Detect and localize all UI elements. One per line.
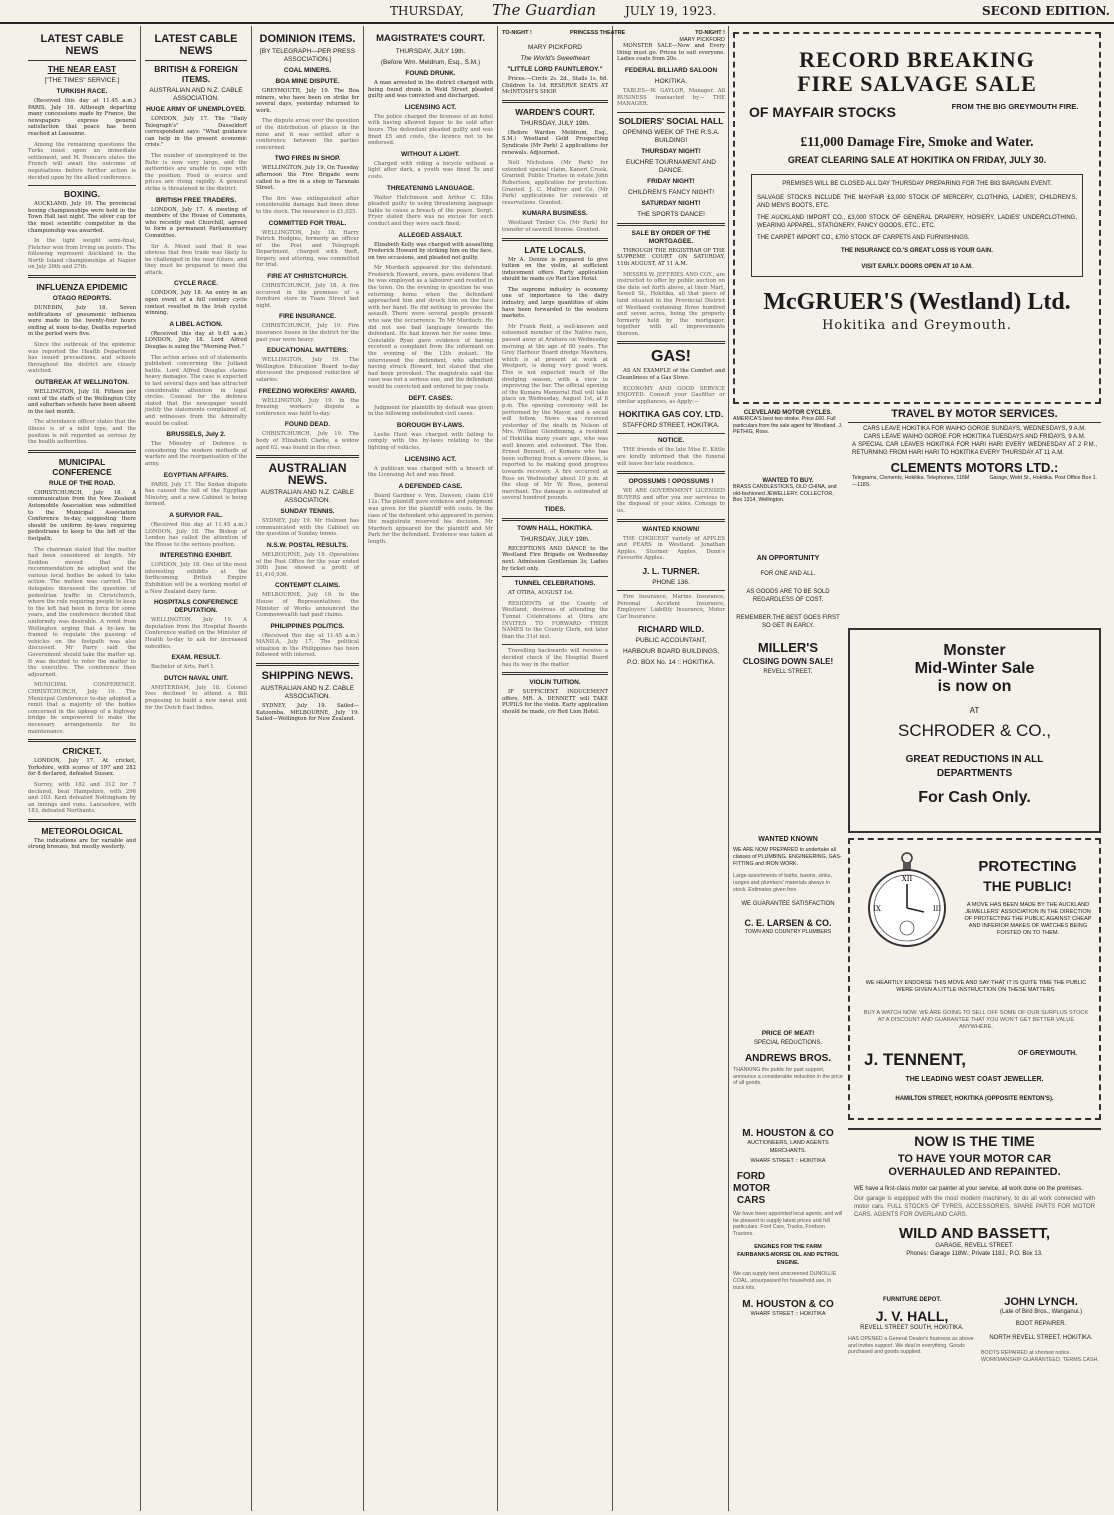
col1-article: AUCKLAND, July 19. The provincial boxing championships were held in the Town Hall last night. The silver cup for the most scientific competitor in the championship was awarded. <box>28 201 136 234</box>
col3-section: COAL MINERS. <box>283 67 332 74</box>
masthead-paper-title: The Guardian <box>492 1 597 19</box>
col5-filler: Neil Nicholson (Mr Park) for extended special claim, Kaneri Creek. Granted. Public Trustee in estate John Robertson, application for protection. Granted. J. C. Malfroy and Co. (Mr Park) applications for renewals of reservations. Granted. <box>502 160 608 206</box>
protect-title: PROTECTING <box>978 858 1077 875</box>
col3-filler: (Received this day at 11.45 a.m.) MANILA, July 17. The political situation in the Philippines has been followed with interest. <box>256 632 359 659</box>
col5-filler: RESIDENTS of the County of Westland, desirous of attending the Tunnel Celebrations at Otira are INVITED TO FORWARD THEIR NAMES to the County Clerk, not later than the 31st inst. <box>502 600 608 640</box>
column-rule <box>363 26 364 1511</box>
col5-article: IF SUFFICIENT INDUCEMENT offers, MR. A. DENNETT will TAKE PUPILS for the violin. Early application should be made, c/o Red Lion Hotel. <box>502 689 608 715</box>
col6-notice: NOTICE. <box>657 437 685 445</box>
col6-filler: THE friends of the late Miss E. Kittle are kindly informed that the funeral will leave her late residence. <box>617 447 725 467</box>
col1-influenza-heading: INFLUENZA EPIDEMIC <box>36 282 128 293</box>
col1-article: The indications are for variable and strong breezes, but mostly westerly. <box>28 837 136 851</box>
col6-filler: TABLES—W. GAYLOR, Manager. All BUSINESS transacted by— THE MANAGER. <box>617 87 725 108</box>
col1-outbreak: OUTBREAK AT WELLINGTON. <box>35 379 129 386</box>
schroder-cash: For Cash Only. <box>918 789 1031 806</box>
now-filler: Our garage is equipped with the most modern machinery, to do all work connected with motor cars. FULL STOCKS OF TYRES, ACCESSORIES, SPARE PARTS FOR MOTOR CARS. AGENTS FOR OVERLAND CARS. <box>854 1196 1095 1218</box>
lynch-boots-ad <box>981 1296 1101 1496</box>
col2-section: INTERESTING EXHIBIT. <box>159 552 233 560</box>
col5-article: AT OTIRA, AUGUST 1st. <box>508 590 574 597</box>
col1-subhead: THE NEAR EAST <box>47 64 117 74</box>
col6-filler: WE ARE GOVERNMENT LICENSED BUYERS and offer you our services in the disposal of your skins. Consign to us. <box>617 488 725 514</box>
cleveland-ad <box>733 410 843 474</box>
wild-bassett-ad <box>848 1128 1101 1291</box>
col6-gas: GAS! <box>651 348 691 366</box>
larsen-role: TOWN AND COUNTRY PLUMBERS <box>744 928 832 935</box>
col6-billiard: FEDERAL BILLIARD SALOON <box>624 66 718 74</box>
col3-credit: AUSTRALIAN AND N.Z. CABLE ASSOCIATION. <box>260 489 355 505</box>
col3-section: BOA MINE DISPUTE. <box>275 78 340 85</box>
col3-filler: WELLINGTON, July 19. In the freezing workers' dispute a conference was held to-day. <box>256 397 359 417</box>
fire-salvage-sale-ad <box>733 32 1101 404</box>
houston-name: M. HOUSTON & CO <box>742 1128 834 1139</box>
col2-article: (Received this day at 9.45 a.m.) LONDON, July 18. Lord Alfred Douglas is suing the "Morning Post." <box>145 330 247 351</box>
col6-monster-notice: MONSTER SALE—Now and Every thing must go. Prices to suit everyone. Ladies coats from 20s. <box>617 43 725 63</box>
houston-filler: We can supply best unscreened DUNOLLIE COAL, unsurpassed for household use, in truck lots. <box>733 1271 837 1291</box>
col3-credit: [BY TELEGRAPH—PER PRESS ASSOCIATION.] <box>259 48 356 63</box>
col2-article: LONDON, July 18. An entry in an open event of a full century cycle contest resulted in the Irish cyclist winning. <box>145 290 247 317</box>
tonight-label: TO-NIGHT ! <box>502 30 532 36</box>
col6-opening: OPENING WEEK OF THE R.S.A. BUILDING! <box>622 128 720 144</box>
col6-wild-address: HARBOUR BOARD BUILDINGS, <box>622 648 720 656</box>
col3-section: FIRE AT CHRISTCHURCH. <box>267 273 348 281</box>
masthead-edition: SECOND EDITION. <box>982 4 1110 18</box>
col4-article: A man arrested in the district charged with being found drunk in Weld Street pleaded guilty and was convicted and discharged. <box>368 80 493 100</box>
clements-garage: Garage, Weld St., Hokitika. Post Office Box 1. <box>989 475 1097 481</box>
col1-rule-of-road: RULE OF THE ROAD. <box>48 479 116 487</box>
cleveland-title: CLEVELAND MOTOR CYCLES. <box>743 410 833 416</box>
fire-ad-details-box <box>751 174 1083 277</box>
millers-street: REVELL STREET. <box>763 669 813 675</box>
fire-ad-from: FROM THE BIG GREYMOUTH FIRE. <box>951 102 1079 111</box>
col3-filler: CHRISTCHURCH, July 18. A fire occurred in the premises of a furniture store in Tuam Street last night. <box>256 283 359 309</box>
meat-title: PRICE OF MEAT! <box>761 1030 815 1037</box>
col6-saturday: SATURDAY NIGHT! <box>641 199 701 207</box>
houston-fairbanks: FAIRBANKS-MORSE OIL AND PETROL ENGINE. <box>737 1252 839 1267</box>
column-rule <box>612 26 613 1511</box>
col5-article: RECEPTIONS AND DANCE to the Westland Fire Brigade on Wednesday next. Admission Gentleman 3s; Ladies by ticket only. <box>502 545 608 572</box>
tennent-name: J. TENNENT, <box>864 1050 967 1069</box>
column-rule <box>497 26 498 1511</box>
col3-section: EDUCATIONAL MATTERS. <box>266 347 349 355</box>
col4-filler: Walter Hutchinson and Arthur C. Ellis pleaded guilty to using threatening language liable to cause a breach of the peace. Sergt. Fryer stated there was no excuse for such conduct and they were each fined. <box>368 194 493 227</box>
col1-filler: Among the remaining questions the Turks insist upon an immediate settlement, and M. Poincare states the French will await the outcome of negotiations before further action is decided upon by the allied conference. <box>28 141 138 181</box>
col1-article: DUNEDIN, July 18. Seven notifications of pneumonic influenza were made in the twenty-four hours ending at noon to-day. Deaths reported in the period were five. <box>28 305 136 338</box>
col3-section: FIRE INSURANCE. <box>278 313 337 321</box>
col2-section: DUTCH NAVAL UNIT. <box>164 674 228 682</box>
col2-filler: LONDON, July 18. One of the most interesting exhibits at the forthcoming British Empire Exhibition will be a working model of a New Zealand dairy farm. <box>145 562 247 595</box>
col4-date: THURSDAY, JULY 19th. <box>395 48 466 55</box>
col3-filler: SYDNEY, July 19. Mr Holman has communicated with the Cabinet on the question of Sunday tennis. <box>256 518 359 538</box>
theatre-header <box>502 30 626 41</box>
col4-filler: Board Gardner v. Wm. Dawson, claim £16 12s. The plaintiff gave evidence and judgment was given for the plaintiff with costs. In the case of the defendant who appeared in person the magistrate reserved his decision. Mr Murdoch appeared for the plaintiff and Mr Park for the defendant. Evidence was taken at length. <box>368 492 493 545</box>
fire-ad-insurance: THE INSURANCE CO.'S GREAT LOSS IS YOUR GAIN. <box>841 248 993 254</box>
col5-filler: Travelling backwards will receive a decided check if the Hospital Board has its way in the matter. <box>502 648 608 668</box>
col6-filler: ECONOMY AND GOOD SERVICE ENJOYED. Consult your Gasfitter or similar appliances, as Apply:— <box>617 385 725 405</box>
col4-filler: Leslie Hunt was charged with failing to comply with the by-laws relating to the lighting of vehicles. <box>368 431 493 451</box>
col3-section: FREEZING WORKERS' AWARD. <box>258 387 357 395</box>
col6-gas-company: HOKITIKA GAS COY. LTD. <box>618 409 724 420</box>
fire-ad-visit: VISIT EARLY. DOORS OPEN AT 10 A.M. <box>861 264 973 270</box>
lynch-trade: BOOT REPAIRER. <box>1015 1321 1067 1327</box>
svg-text:IX: IX <box>873 905 881 913</box>
wild-bassett-garage: GARAGE, REVELL STREET. <box>935 1243 1014 1249</box>
schroder-is-now-on: is now on <box>937 678 1012 695</box>
opportunity-a: FOR ONE AND ALL. <box>760 571 816 577</box>
col6-opossums: OPOSSUMS ! OPOSSUMS ! <box>628 478 714 486</box>
col2-section: BRITISH FREE TRADERS. <box>155 196 237 204</box>
col1-headline: LATEST CABLE NEWS <box>40 33 124 57</box>
col2-filler: WELLINGTON, July 19. A deputation from the Hospital Boards Conference waited on the Minister of Health to-day to ask for increased subsidies. <box>145 617 247 650</box>
col6-filler: THE CHOICEST variety of APPLES and PEARS in Westland. Jonathan Apples, Sturmer Apples, Dunn's Favourite Apples. <box>617 535 725 562</box>
col6-gas-text: AS AN EXAMPLE of the Comfort and Cleanliness of a Gas Stove. <box>617 368 725 382</box>
houston-role: AUCTIONEERS, LAND AGENTS MERCHANTS. <box>747 1140 829 1154</box>
col2-section: A LIBEL ACTION. <box>169 320 223 328</box>
houston-ad <box>733 1128 843 1488</box>
col6-sale-text: THROUGH THE REGISTRAR OF THE SUPREME COURT ON SATURDAY, 11th AUGUST, AT 11 A.M. <box>617 247 725 267</box>
col3-headline: DOMINION ITEMS. <box>259 33 356 45</box>
protect-text: A MOVE HAS BEEN MADE BY THE AUCKLAND JEWELLERS' ASSOCIATION IN THE DIRECTION OF PROTECTING THE PUBLIC AGAINST CHEAP AND INFERIOR MAKES OF WATCHES BEING FOISTED ON TO THEM. <box>964 902 1092 936</box>
fire-ad-mayfair: OF MAYFAIR STOCKS <box>749 104 897 120</box>
travel-motor-ad <box>848 408 1101 516</box>
col6-euchre: EUCHRE TOURNAMENT AND DANCE. <box>626 158 716 174</box>
travel-title: TRAVEL BY MOTOR SERVICES. <box>848 408 1101 423</box>
larsen-filler: Large assortments of baths, basins, sinks, ranges and plumbers' materials always in stock. Estimates given free. <box>733 873 832 893</box>
now-subtitle: TO HAVE YOUR MOTOR CAR OVERHAULED AND REPAINTED. <box>888 1153 1061 1178</box>
fire-ad-damage: £11,000 Damage Fire, Smoke and Water. <box>800 134 1034 149</box>
hall-address: REVELL STREET SOUTH, HOKITIKA. <box>860 1325 964 1331</box>
fire-ad-towns: Hokitika and Greymouth. <box>822 318 1012 333</box>
masthead-day: THURSDAY, <box>390 4 464 18</box>
col6-wild-role: PUBLIC ACCOUNTANT, <box>635 637 707 645</box>
hall-title: FURNITURE DEPOT. <box>882 1297 941 1303</box>
col4-filler: The police charged the licensee of an hotel with having allowed liquor to be sold after hours. The defendant pleaded guilty and was fined £5 and costs, the licence not to be endorsed. <box>368 113 493 147</box>
lynch-address: NORTH REVELL STREET, HOKITIKA. <box>989 1335 1093 1341</box>
col4-section: LICENSING ACT. <box>404 103 457 111</box>
col1-article: CHRISTCHURCH, July 18. A communication from the New Zealand Automobile Association was submitted to the Municipal Association Conference to-day, suggesting there should be uniform by-laws requiring pedestrians to keep to the left of the footpath. <box>28 489 136 542</box>
col1-municipal-heading: MUNICIPAL CONFERENCE <box>52 456 112 477</box>
col3-article: SYDNEY, July 19. Sailed—Katoomba. MELBOURNE, July 19. Sailed—Wellington for New Zealand. <box>256 703 359 723</box>
col4-filler: A publican was charged with a breach of the Licensing Act and was fined. <box>368 465 493 479</box>
col6-turner-phone: PHONE 136. <box>652 578 690 586</box>
film-star: MARY PICKFORD <box>528 44 582 51</box>
larsen-title: WANTED KNOWN <box>758 836 818 843</box>
col1-filler: Since the outbreak of the epidemic was reported the Health Department has issued precautions, and schools throughout the district are closely watched. <box>28 342 136 375</box>
svg-text:III: III <box>932 905 942 913</box>
col6-wild: RICHARD WILD. <box>638 624 704 635</box>
col4-article: Elizabeth Kelly was charged with assaulting Frederick Howard by striking him on the face, on two occasions, and pleaded not guilty. <box>368 241 493 261</box>
col5-filler: Mr Frank Reid, a well-known and esteemed member of the Native race, passed away at Arahura on Wednesday morning at the age of 80 years. The Grey Harbour Board dredge Mawhera, which is at present at work at Westport, is doing very good work. This is not expected much of the dredging season, with a view to improving the bar. The official opening of the Kumara Memorial Hall will take place on Wednesday, August 1st, at 8 p.m. The opening ceremony will be performed by the Mayor, and a social will follow. News was received yesterday of the death in Nelson of Mrs. William Glendinning, a resident of Hokitika many years ago, who was well known and esteemed. The Hon. Ernest Bennett, of Kumara who has been suffering from a severe illness, is reported to be making good progress towards recovery. A fire occurred at Ross on Wednesday about 10 p.m. at the shop of Mr W. Ross, general merchant. The damage is estimated at several hundred pounds. <box>502 323 608 502</box>
millers-closing-ad <box>733 545 843 745</box>
masthead-date: JULY 19, 1923. <box>625 4 717 18</box>
column-rule <box>728 26 729 1511</box>
col2-section: CYCLE RACE. <box>173 280 219 288</box>
col6-friday: FRIDAY NIGHT! <box>647 177 695 185</box>
col4-bench: (Before Wm. Meldrum, Esq., S.M.) <box>380 59 481 66</box>
col4-section: FOUND DRUNK. <box>405 70 456 77</box>
col4-section: THREATENING LANGUAGE. <box>386 184 475 192</box>
col3-filler: WELLINGTON, July 19. The Wellington Education Board to-day discussed the proposed reduction of salaries. <box>256 357 359 383</box>
col6-soldiers: SOLDIERS' SOCIAL HALL <box>618 115 724 126</box>
col5-kumara: KUMARA BUSINESS. <box>522 210 588 218</box>
col6-filler: Fire Insurance, Marine Insurance, Personal Accident Insurance, Employers' Liability Insurance, Motor Car Insurance. <box>617 593 725 620</box>
col4-filler: Judgment for plaintiffs by default was given in the following undefended civil cases. <box>368 404 493 418</box>
fire-ad-mcgruers: McGRUER'S (Westland) Ltd. <box>763 289 1071 315</box>
hall-name: J. V. HALL, <box>875 1308 949 1324</box>
clements-name: CLEMENTS MOTORS LTD.: <box>890 460 1059 475</box>
col1-filler: MUNICIPAL CONFERENCE. CHRISTCHURCH, July 19. The Municipal Conference to-day adopted a remit that a majority of the bodies concerned in the upkeep of a highway bridge be empowered to make the necessary arrangements for its maintenance. <box>28 682 136 735</box>
col3-credit: AUSTRALIAN AND N.Z. CABLE ASSOCIATION. <box>260 685 355 701</box>
col2-filler: Sir A. Mond said that it was obvious that free trade was likely to be challenged in the near future, and they must be prepared to meet the attack. <box>145 243 247 276</box>
col5-warden-date: THURSDAY, JULY 19th. <box>520 119 590 127</box>
wanted-to-buy-ad <box>733 478 843 538</box>
col4-filler: Mr Murdoch appeared for the defendant. Frederick Howard, sworn, gave evidence that he was employed as a labourer and resided in the town. On the evening in question he was returning home when the defendant approached him and struck him on the face with her hand. He did nothing to provoke the assault. There were several people present who saw the occurrence. To Mr Murdoch: He did not use bad language towards the defendant. He had known her for some time. Constable Ryan gave evidence of having received a complaint from the informant on the evening of the 12th instant. He interviewed the defendant, who admitted having struck Howard, but stated that she had been provoked. The magistrate said the case was not a serious one, and the defendant would be convicted and ordered to pay costs. <box>368 265 493 390</box>
col5-tides: TIDES. <box>544 505 566 513</box>
schroder-sale-ad <box>848 628 1101 833</box>
fire-ad-stock3: THE CARPET IMPORT CO., £700 STOCK OF CARPETS AND FURNISHINGS. <box>757 235 970 241</box>
col5-filler: Westland Timber Co. (Mr Park) for transfer of sawmill license. Granted. <box>502 220 608 233</box>
cleveland-text: AMERICA'S best two stroke. Price £60. Full particulars from the sale agent for Westland. J. PETHIG, Ross. <box>733 416 843 436</box>
col2-filler: The action arises out of statements published concerning the Jutland battle. Lord Alfred Douglas claims heavy damages. The case is expected to last several days and has attracted considerable attention in legal circles. Counsel for the defence stated that the newspaper would justify the statements complained of, and witnesses from the Admiralty would be called. <box>145 354 247 427</box>
schroder-reductions: GREAT REDUCTIONS IN ALL DEPARTMENTS <box>905 754 1044 779</box>
houston-name-2: M. HOUSTON & CO <box>742 1299 834 1311</box>
col5-warden-heading: WARDEN'S COURT. <box>515 106 595 117</box>
col6-star: MARY PICKFORD <box>679 36 725 43</box>
col2-filler: The number of unemployed in the Ruhr is now very large, and the authorities are unable to cope with the position. Food is scarce and prices are rising rapidly. A general strike is threatened in the district. <box>145 152 247 192</box>
col1-section-turkish: TURKISH RACE. <box>56 88 108 95</box>
col4-headline: MAGISTRATE'S COURT. <box>376 33 485 44</box>
column-6 <box>617 30 725 1510</box>
col5-town-hall: TOWN HALL, HOKITIKA. <box>517 524 593 532</box>
houston-street-2: WHARF STREET :: HOKITIKA <box>750 1311 826 1318</box>
col3-filler: The dispute arose over the question of the distribution of places in the mine and it was settled after a conference between the parties concerned. <box>256 118 359 151</box>
wanted-buy-text: BRASS CANDLESTICKS, OLD CHINA, and old-fashioned JEWELLERY. COLLECTOR, Box 1314, Wellington. <box>733 484 837 504</box>
col3-section: TWO FIRES IN SHOP. <box>274 155 341 163</box>
fire-ad-premises: PREMISES WILL BE CLOSED ALL DAY THURSDAY PREPARING FOR THE BIG BARGAIN EVENT. <box>782 181 1052 187</box>
col1-article: (Received this day at 11.45 a.m.) PARIS, July 18. Although departing many concessions made by France, the newspapers express general satisfaction that peace has been reached at Lausanne. <box>28 98 136 137</box>
col1-article: LONDON, July 17. At cricket, Yorkshire, with scores of 197 and 282 for 8 declared, defeated Sussex. <box>28 758 136 778</box>
col2-credit: AUSTRALIAN AND N.Z. CABLE ASSOCIATION. <box>149 87 243 102</box>
film-tagline: The World's Sweetheart <box>520 55 590 62</box>
houston-engines: ENGINES FOR THE FARM <box>754 1244 822 1251</box>
col2-article: LONDON, July 17. A meeting of members of the House of Commons, who recently met Churchill, agreed to form a permanent Parliamentary Committee. <box>145 206 247 239</box>
col4-section: LICENSING ACT. <box>404 455 457 463</box>
svg-text:XII: XII <box>901 875 913 883</box>
col2-article: LONDON, July 17. The "Daily Telegraph's" Dusseldorf correspondent says: "What guidance can help in the present economic crisis." <box>145 116 247 149</box>
col2-section: HOSPITALS CONFERENCE DEPUTATION. <box>153 599 239 615</box>
houston-filler: We have been appointed local agents, and will be pleased to supply latest prices and full particulars. Ford Cars, Trucks, Fordson Tractors. <box>733 1211 843 1237</box>
houston-street: WHARF STREET :: HOKITIKA <box>750 1158 826 1164</box>
col6-tonight: TO-NIGHT ! <box>695 30 725 36</box>
col4-section: WITHOUT A LIGHT. <box>401 150 460 158</box>
tennent-address: HAMILTON STREET, HOKITIKA (OPPOSITE RENTON'S). <box>895 1096 1054 1102</box>
col5-article: Mr A. Dennis is prepared to give tuition on the violin, at sufficient inducement offers. Early application should be made c/o Red Lion Hotel. <box>502 256 608 283</box>
col6-turner: J. L. TURNER. <box>642 565 700 576</box>
schroder-at: AT <box>969 706 980 715</box>
col1-article: WELLINGTON, July 18. Fifteen per cent of the staffs of the Wellington City and suburban schools have been absent in the last month. <box>28 389 136 415</box>
col2-filler: Bachelor of Arts, Part I. <box>151 664 215 671</box>
travel-line-a: CARS LEAVE HOKITIKA FOR WAIHO GORGE SUNDAYS, WEDNESDAYS, 9 A.M. <box>863 426 1086 432</box>
col2-filler: The Ministry of Defence is considering the modern methods of warfare and the reorganisation of the army. <box>145 441 247 467</box>
fire-ad-clearing: GREAT CLEARING SALE AT HOKITIKA ON FRIDAY, JULY 30. <box>787 155 1047 165</box>
clements-telegrams: Telegrams, Clements, Hokitika. Telephones, 116M—118S. <box>852 475 970 488</box>
millers-name: MILLER'S <box>757 640 819 655</box>
column-1 <box>28 30 136 1510</box>
lynch-late: (Late of Bird Bros., Wanganui.) <box>999 1309 1083 1315</box>
lynch-filler: BOOTS REPAIRED at shortest notice. WORKMANSHIP GUARANTEED. TERMS CASH. <box>981 1350 1099 1363</box>
col3-section: FOUND DEAD. <box>284 421 331 429</box>
ford-label: FORD MOTOR CARS <box>733 1171 771 1206</box>
andrews-filler: THANKING the public for past support, announce a considerable reduction in the price of all goods. <box>733 1067 843 1087</box>
col1-cricket-heading: CRICKET. <box>62 746 102 757</box>
col5-town-hall-date: THURSDAY, JULY 19th. <box>520 535 590 543</box>
meat-subtitle: SPECIAL REDUCTIONS. <box>753 1040 823 1046</box>
col1-filler: The attendance officer states that the illness is of a mild type, and the position is not regarded as serious by the health authorities. <box>28 419 136 446</box>
col3-section: SUNDAY TENNIS. <box>280 508 335 516</box>
col2-section: EXAM. RESULT. <box>171 654 221 662</box>
larsen-plumbers-ad <box>733 836 843 1026</box>
theatre-prices: Prices.—Circle 2s. 2d., Stalls 1s. 6d. Children 1s. 1d. RESERVE SEATS AT McINTOSH'S SHOP. <box>502 76 608 96</box>
col1-credit: ["THE TIMES" SERVICE.] <box>44 77 120 84</box>
col6-gas-address: STAFFORD STREET, HOKITIKA. <box>622 422 720 430</box>
fire-ad-line1: RECORD BREAKING <box>799 47 1035 72</box>
millers-closing: CLOSING DOWN SALE! <box>742 657 834 666</box>
travel-line-b: CARS LEAVE WAIHO GORGE FOR HOKITIKA TUESDAYS AND FRIDAYS, 9 A.M. <box>863 434 1086 440</box>
column-2 <box>145 30 247 1510</box>
col1-filler: The chairman stated that the matter had been considered at length. Mr Seddon moved that the recommendation be adopted and the various local bodies be asked to take action. The motion was carried. The delegates discussed the question of pedestrian traffic in Christchurch, where the rule requiring people to keep to the left had been in force for some years, and the conference decided that uniformity was desirable. A remit from Wellington urging that a by-law be framed to regulate the passing of vehicles on the footpath was also discussed. Mr Parry said the Government should take the matter up. It was decided to refer the matter to the executive. The conference then adjourned. <box>28 546 136 678</box>
masthead <box>0 0 1114 24</box>
col3-section: N.S.W. POSTAL RESULTS. <box>266 541 349 549</box>
col2-section: A SURVIOR FAIL. <box>169 511 223 519</box>
col2-section: HUGE ARMY OF UNEMPLOYED. <box>146 106 246 113</box>
col1-otago: OTAGO REPORTS. <box>52 295 112 303</box>
film-title: "LITTLE LORD FAUNTLEROY." <box>507 66 603 73</box>
col6-thursday: THURSDAY NIGHT! <box>641 147 701 155</box>
col3-australian-heading: AUSTRALIAN NEWS. <box>268 461 347 488</box>
tennent-tagline: THE LEADING WEST COAST JEWELLER. <box>905 1076 1044 1083</box>
larsen-guarantee: WE GUARANTEE SATISFACTION <box>741 900 835 907</box>
fire-ad-stock2: THE AUCKLAND IMPORT CO., £3,000 STOCK OF GENERAL DRAPERY, HOSIERY, LADIES' UNDERCLOTHING, WEARING APPAREL, STATIONERY, FANCY GOODS, ETC., ETC. <box>757 215 1077 229</box>
protect-filler: BUY A WATCH NOW. WE ARE GOING TO SELL OFF SOME OF OUR SURPLUS STOCK AT A DISCOUNT AND GUARANTEE THAT YOU WON'T GET BETTER VALUE ANYWHERE. <box>863 1010 1089 1030</box>
col3-filler: CHRISTCHURCH, July 19. The body of Elizabeth Clarke, a widow aged 62, was found in the river. <box>256 431 359 451</box>
col6-children: CHILDREN'S FANCY NIGHT! <box>628 188 714 196</box>
col4-section: ALLEGED ASSAULT. <box>398 231 463 239</box>
opportunity-b: AS GOODS ARE TO BE SOLD REGARDLESS OF COST. <box>746 589 830 603</box>
col3-filler: WELLINGTON, July 18. Harry Patrick Hodgins, formerly an officer of the Post and Telegraph Department, charged with theft, forgery, and uttering, was committed for trial. <box>256 229 359 269</box>
col3-section: CONTEMPT CLAIMS. <box>275 582 340 590</box>
hall-filler: HAS OPENED a General Dealer's business as above and invites support. We deal in everything. Goods purchased and goods supplied. <box>848 1336 974 1356</box>
col5-article: (Before Warden Meldrum, Esq., S.M.) Westland Gold Prospecting Syndicate (Mr Park) 2 applications for renewals. Adjourned. <box>502 129 608 156</box>
col1-filler: Surrey, with 182 and 312 for 7 declared, beat Hampshire, with 296 and 103. Kent defeated Nottingham by an innings and runs. Lancashire, with 183, defeated Northants. <box>28 781 136 815</box>
col3-filler: CHRISTCHURCH, July 19. Fire insurance losses in the district for the past year were heavy. <box>256 323 359 343</box>
col2-filler: AMSTERDAM, July 18. Colonel Ives declined to attend a Bill proposing to build a new naval unit for the Dutch East Indies. <box>145 684 247 711</box>
column-rule <box>140 26 141 1511</box>
column-4 <box>368 30 493 1510</box>
wild-bassett-name: WILD AND BASSETT, <box>898 1225 1051 1242</box>
col5-violin: VIOLIN TUITION. <box>529 679 581 687</box>
col5-locals-heading: LATE LOCALS. <box>524 244 586 255</box>
protect-endorse: WE HEARTILY ENDORSE THIS MOVE AND SAY THAT IT IS QUITE TIME THE PUBLIC WERE GIVEN A LITTLE INSTRUCTION ON THESE MATTERS. <box>865 980 1087 993</box>
travel-line-c: A SPECIAL CAR LEAVES HOKITIKA FOR HARI HARI EVERY WEDNESDAY AT 2 P.M., RETURNING FROM HARI HARI TO HOKITIKA EVERY THURSDAY AT 11 A.M. <box>852 442 1097 456</box>
lynch-name: JOHN LYNCH. <box>1004 1296 1078 1308</box>
wild-bassett-phones: Phones: Garage 118W.; Private 118J.; P.O. Box 13. <box>906 1251 1043 1257</box>
col2-section: BRUSSELS, July 2. <box>166 431 226 439</box>
col1-boxing-heading: BOXING. <box>64 189 100 200</box>
schroder-monster: Monster <box>943 642 1006 659</box>
tennent-jeweller-ad <box>848 838 1101 1120</box>
col3-filler: The fire was extinguished after considerable damage had been done to the stock. The insurance is £1,025. <box>256 195 359 215</box>
col3-article: GREYMOUTH, July 19. The Boa miners, who have been on strike for several days, yesterday returned to work. <box>256 88 359 114</box>
col6-wanted: WANTED KNOWN! <box>642 525 700 533</box>
col3-shipping-heading: SHIPPING NEWS. <box>261 670 354 683</box>
larsen-text: WE ARE NOW PREPARED to undertake all classes of PLUMBING, ENGINEERING, GAS-FITTING and IRON WORK. <box>733 847 842 867</box>
col3-article: WELLINGTON, July 19. On Tuesday afternoon the Fire Brigade were called to a fire in a shop in Taranaki Street. <box>256 165 359 192</box>
column-rule <box>251 26 252 1511</box>
col6-filler: MESSRS W. JEFFRIES AND COY., are instructed to offer by public auction on the date set forth above, at their Mart, Sewell St., Hokitika, all that piece of land situated in the Provincial District of Westland containing three hundred and seven acres, being the property formerly held by the mortgagor, together with all improvements thereon. <box>617 271 725 337</box>
col2-subhead: BRITISH & FOREIGN ITEMS. <box>154 64 238 84</box>
col1-filler: In the light weight semi-final, Fletcher won from Irving on points. The following represent Auckland in the North Island championships at Napier on July 26th and 27th. <box>28 238 136 271</box>
col2-filler: (Received this day at 11.45 a.m.) LONDON, July 18. The Bishop of London has called the attention of the House to the serious position. <box>145 521 247 548</box>
col1-meteorological-heading: METEOROLOGICAL <box>41 825 123 836</box>
opportunity-c: REMEMBER THE BEST GOES FIRST SO GET IN EARLY. <box>736 615 840 629</box>
now-title: NOW IS THE TIME <box>848 1128 1101 1149</box>
col2-filler: PARIS, July 17. The Sudan dispute has caused the fall of the Egyptian Ministry, and a new Cabinet is being formed. <box>145 481 247 508</box>
col4-section: A DEFENDED CASE. <box>398 482 463 490</box>
col4-filler: Charged with riding a bicycle without a light after dark, a youth was fined 5s and costs. <box>368 160 493 180</box>
schroder-midwinter: Mid-Winter Sale <box>914 660 1035 677</box>
column-3 <box>256 30 359 1510</box>
col2-headline: LATEST CABLE NEWS <box>154 33 238 57</box>
protect-title-2: THE PUBLIC! <box>983 878 1072 894</box>
col4-section: BOROUGH BY-LAWS. <box>396 421 465 429</box>
schroder-name: SCHRODER & CO., <box>897 721 1052 740</box>
col6-billiard-town: HOKITIKA. <box>654 77 688 85</box>
column-5 <box>502 30 626 1510</box>
col3-filler: MELBOURNE, July 19. Operations of the Post Office for the year ended 30th June showed a profit of £1,410,936. <box>256 551 359 578</box>
andrews-name: ANDREWS BROS. <box>744 1053 832 1064</box>
pocket-watch-icon <box>864 850 950 950</box>
wanted-buy-title: WANTED TO BUY. <box>762 478 814 484</box>
tennent-place: OF GREYMOUTH. <box>1018 1050 1078 1057</box>
col6-sports: THE SPORTS DANCE! <box>637 210 705 218</box>
theatre-name: PRINCESS THEATRE <box>570 30 626 36</box>
hall-furniture-ad <box>848 1296 976 1496</box>
col6-wild-box: P.O. BOX No. 14 :: HOKITIKA. <box>626 659 716 667</box>
col5-tunnel: TUNNEL CELEBRATIONS. <box>514 580 596 588</box>
col4-section: DEFT. CASES. <box>408 394 453 402</box>
col3-section: PHILIPPINES POLITICS. <box>270 622 345 630</box>
fire-ad-line2: FIRE SALVAGE SALE <box>797 71 1037 96</box>
larsen-name: C. E. LARSEN & CO. <box>744 917 832 928</box>
col3-section: COMMITTED FOR TRIAL. <box>268 219 347 227</box>
col2-section: EGYPTIAN AFFAIRS. <box>163 471 229 479</box>
opportunity-title: AN OPPORTUNITY <box>756 555 820 562</box>
col6-sale: SALE BY ORDER OF THE MORTGAGEE. <box>631 229 711 245</box>
col3-filler: MELBOURNE, July 19. In the House of Representatives the Minister of Works announced the Commonwealth had paid claims. <box>256 592 359 619</box>
fire-ad-stock1: SALVAGE STOCKS INCLUDE THE MAYFAIR £3,000 STOCK OF MERCERY, CLOTHING, LADIES', CHILDREN'S, AND MEN'S BOOTS, ETC. <box>757 195 1077 209</box>
col5-article: The supreme industry is economy one of importance to the dairy industry, and large quantities of skim have been forwarded to the western markets. <box>502 286 608 320</box>
andrews-meat-ad <box>733 1030 843 1125</box>
now-text: WE have a first-class motor car painter at your service, all work done on the premises. <box>854 1186 1083 1192</box>
